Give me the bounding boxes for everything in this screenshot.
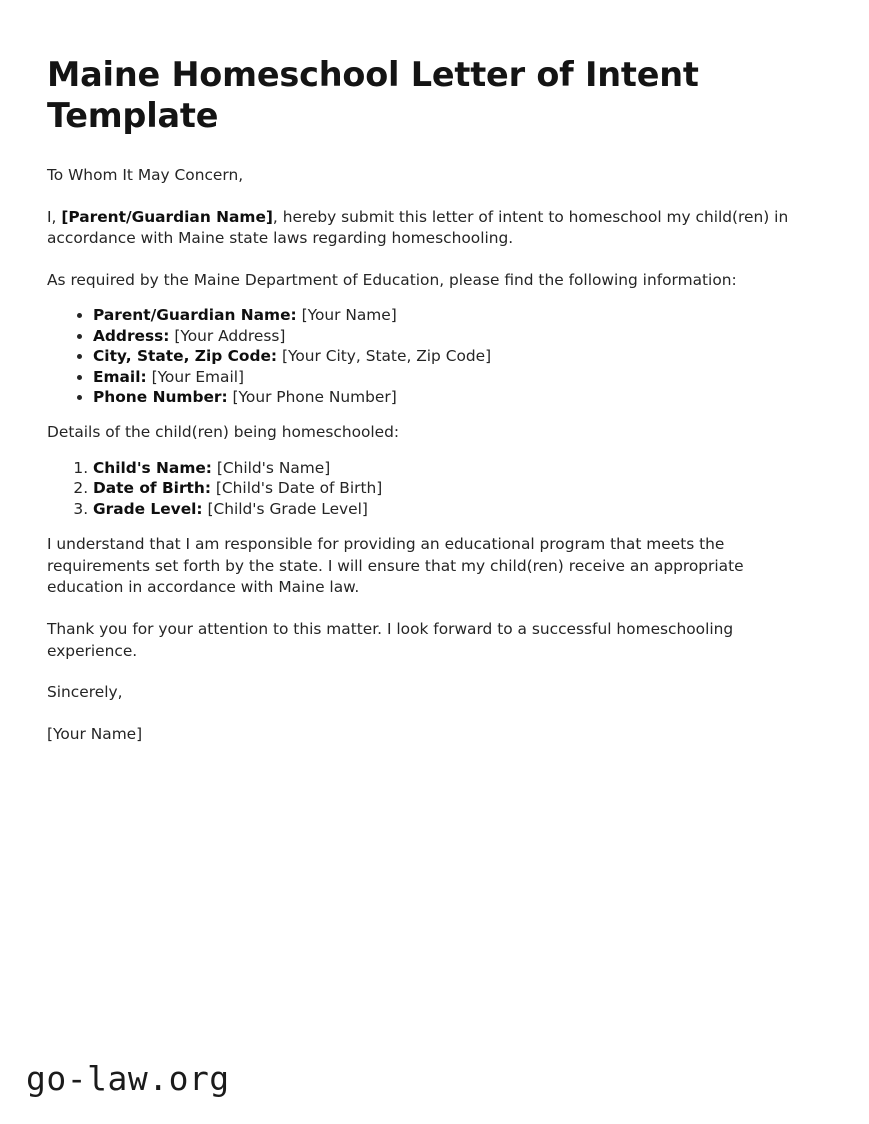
list-item-value: [Your Name] xyxy=(301,306,397,325)
child-details-list xyxy=(47,458,819,519)
site-watermark: go-law.org xyxy=(26,1059,230,1098)
list-item-value: [Your Phone Number] xyxy=(232,388,397,406)
list-item xyxy=(93,326,819,346)
list-item xyxy=(93,478,819,498)
list-item xyxy=(93,499,819,519)
intro-text-after: , hereby submit this letter of intent to homeschool my child(ren) in accordance with Maine state laws regarding homeschooling. xyxy=(47,207,789,248)
salutation-paragraph: To Whom It May Concern, xyxy=(47,166,244,184)
list-item xyxy=(93,367,819,387)
spacer xyxy=(47,444,819,458)
list-item-label: Email: xyxy=(93,367,147,386)
document-body xyxy=(47,54,819,745)
parent-guardian-name-placeholder: [Parent/Guardian Name] xyxy=(61,207,273,226)
list-item-label: Child's Name: xyxy=(93,459,212,477)
list-item-value: [Child's Grade Level] xyxy=(207,499,368,518)
spacer xyxy=(47,407,819,422)
responsibility-paragraph: I understand that I am responsible for providing an educational program that meets the requirements set forth by the state. I will ensure that my child(ren) receive an appropriate education in accordance with Maine law. xyxy=(47,535,744,597)
spacer xyxy=(47,291,819,305)
list-item-value: [Your Email] xyxy=(151,367,245,386)
list-item xyxy=(93,305,819,325)
closing-paragraph: Sincerely, xyxy=(47,683,123,702)
spacer xyxy=(47,662,819,682)
list-item-label: Grade Level: xyxy=(93,499,203,518)
list-item-label: Date of Birth: xyxy=(93,479,212,498)
list-item-label: Phone Number: xyxy=(93,388,228,406)
list-item-value: [Your Address] xyxy=(174,326,286,345)
spacer xyxy=(47,704,819,724)
spacer xyxy=(47,250,819,270)
list-item-label: City, State, Zip Code: xyxy=(93,347,278,366)
list-item-label: Address: xyxy=(93,326,170,345)
list-item-label: Parent/Guardian Name: xyxy=(93,306,297,325)
spacer xyxy=(47,599,819,619)
list-item xyxy=(93,346,819,366)
spacer xyxy=(47,136,819,165)
list-item-value: [Your City, State, Zip Code] xyxy=(282,347,492,366)
list-item-value: [Child's Name] xyxy=(216,459,331,477)
page-title: Maine Homeschool Letter of Intent Template xyxy=(47,55,699,135)
list-item xyxy=(93,387,819,407)
spacer xyxy=(47,519,819,534)
intro-text-before: I, xyxy=(47,207,62,226)
requirement-paragraph: As required by the Maine Department of Education, please find the following information: xyxy=(47,270,737,289)
parent-info-list xyxy=(47,305,819,407)
signature-placeholder: [Your Name] xyxy=(47,724,143,743)
children-intro-paragraph: Details of the child(ren) being homeschooled: xyxy=(47,423,400,442)
list-item xyxy=(93,458,819,478)
list-item-value: [Child's Date of Birth] xyxy=(215,479,383,498)
intro-paragraph xyxy=(47,207,819,250)
spacer xyxy=(47,187,819,207)
thanks-paragraph: Thank you for your attention to this matter. I look forward to a successful homeschooling experience. xyxy=(47,620,734,660)
